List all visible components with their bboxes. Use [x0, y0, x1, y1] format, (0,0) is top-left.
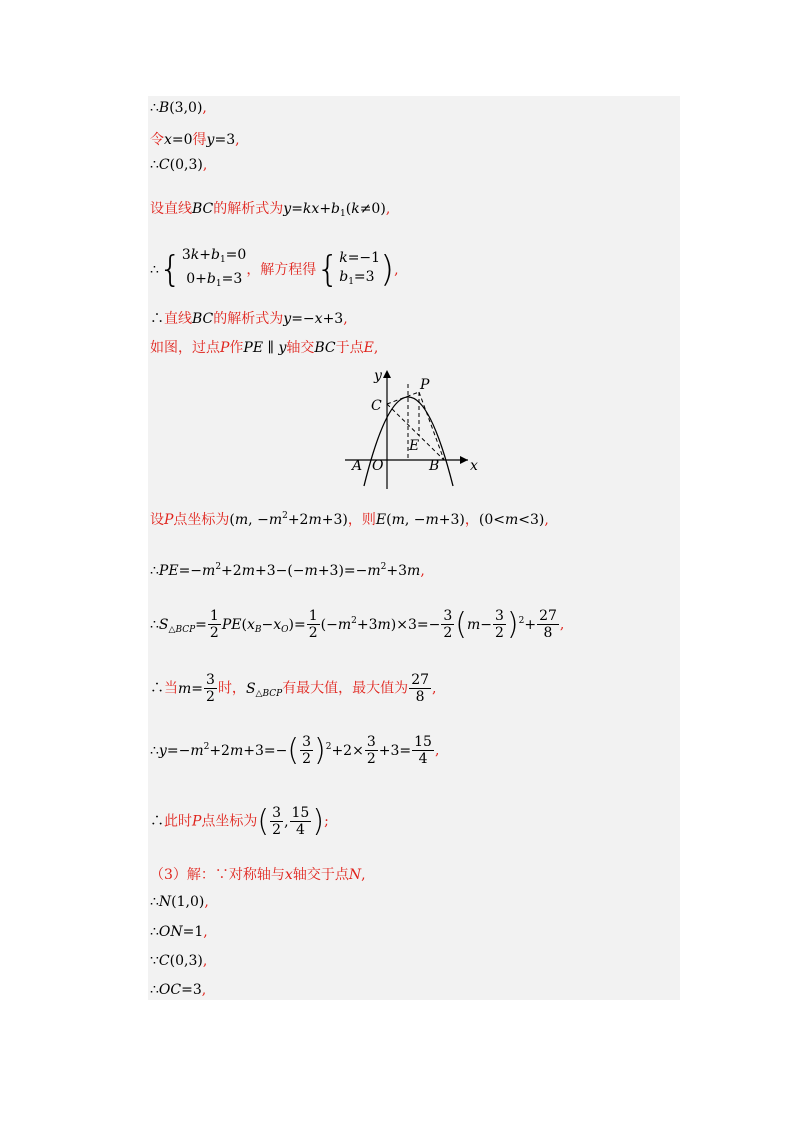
label-b: B	[429, 458, 440, 474]
line-16: ∴ON=1,	[150, 924, 208, 940]
line-15: ∴N(1,0),	[150, 894, 209, 910]
line-18: ∴OC=3,	[150, 982, 207, 998]
label-p: P	[420, 377, 430, 393]
label-y: y	[374, 368, 382, 384]
line-17: ∵C(0,3),	[150, 953, 208, 969]
parabola-figure	[340, 364, 490, 494]
line-14: （3）解：∵对称轴与x轴交于点N,	[150, 867, 366, 883]
line-1: ∴B(3,0),	[150, 100, 207, 116]
line-5: ∴{ $3k+b_1=0$ $0+b_1=3$ ，解方程得{ k=−1 $b_1=3$ ),	[150, 247, 399, 290]
line-6: ∴直线BC的解析式为y=−x+3,	[150, 311, 348, 327]
line-9: $\therefore PE=-m^2+2m+3-(-m+3)=-m^2+3m$,	[150, 562, 425, 579]
label-a: A	[352, 458, 363, 474]
line-7: 如图，过点P作PE ∥ y轴交BC于点E,	[150, 340, 379, 356]
line-4: 设直线BC的解析式为$y=kx+b_1(k\ne 0)$,	[150, 201, 391, 219]
label-x: x	[470, 458, 478, 474]
line-12: $\therefore y=-m^2+2m+3=-$( $\frac{3}{2}$ )$^2$+2× $\frac{3}{2}$ +3= $\frac{15}{4}$ ,	[150, 732, 440, 768]
y-axis-arrow	[383, 370, 391, 378]
line-13: ∴此时P点坐标为( $\frac{3}{2}$ , $\frac{15}{4}$ );	[150, 803, 329, 839]
label-c: C	[371, 398, 382, 414]
line-11: ∴当m= $\frac{3}{2}$ 时，$S_{\triangle BCP}$有最大值，最大值为 $\frac{27}{8}$ ,	[150, 672, 437, 705]
label-e: E	[409, 438, 420, 454]
label-o: O	[372, 458, 384, 474]
x-axis-arrow	[460, 456, 468, 464]
line-8: 设P点坐标为(m, $-m^2+2m+3$)，则E(m, −m+3)，(0<m<3),	[150, 511, 549, 528]
line-3: ∴C(0,3),	[150, 157, 208, 173]
line-2: 令x=0得y=3,	[150, 132, 240, 148]
line-10: $\therefore S_{\triangle BCP}=$ $\frac{1}{2}$ $PE(x_B-x_O)=$ $\frac{1}{2}$ $(-m^2+3m)\times 3=-$ $\frac{3}{2}$ (m− $\frac{3}{2}$ )$^2$+ $\frac{27}{8}$ ,	[150, 606, 565, 642]
segment-pb	[419, 392, 444, 460]
